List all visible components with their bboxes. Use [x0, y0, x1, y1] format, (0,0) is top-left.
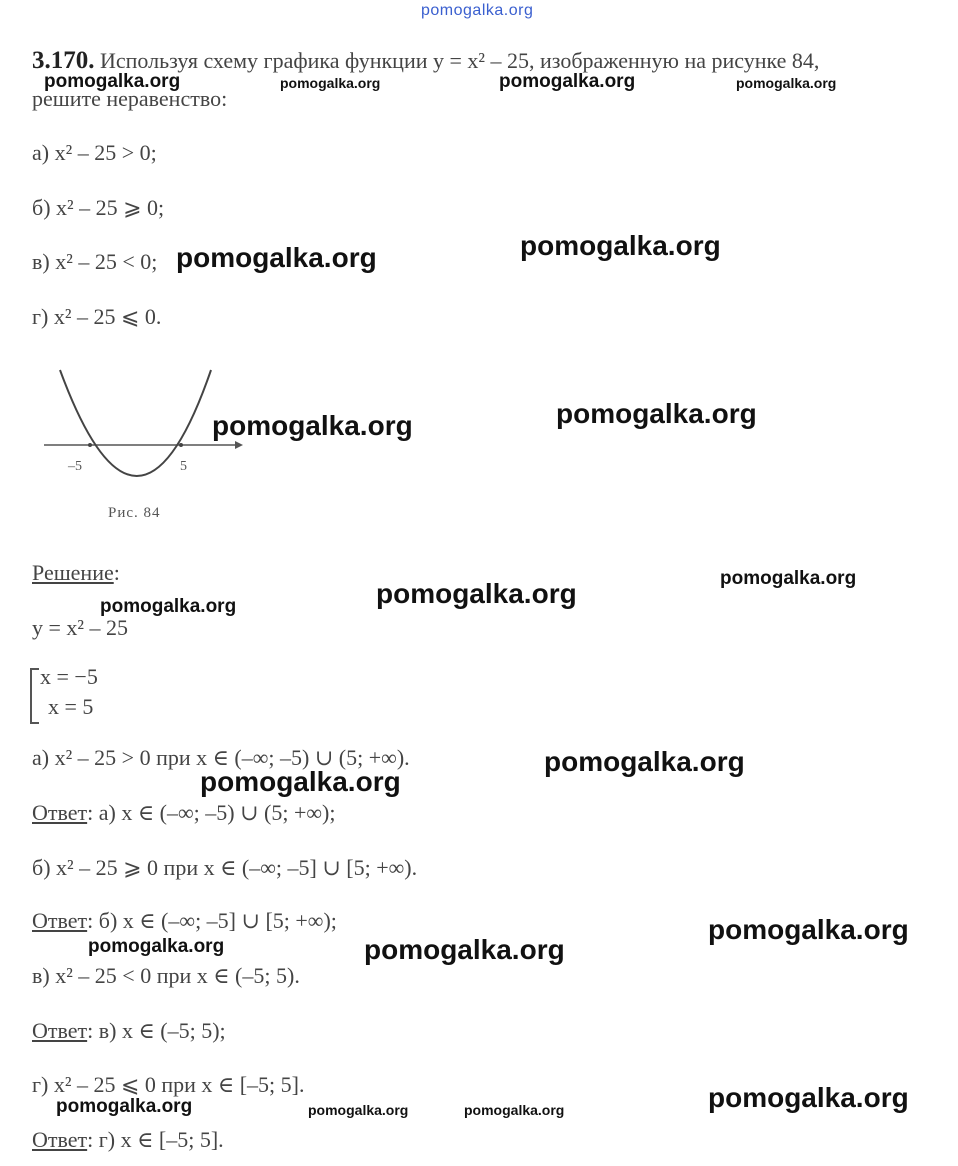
answer-value: : г) x ∈ [–5; 5].	[87, 1127, 224, 1152]
solution-heading-word: Решение	[32, 560, 114, 585]
item-expression: x² – 25 ⩾ 0;	[56, 195, 165, 220]
root-2: x = 5	[48, 694, 94, 719]
watermark: pomogalka.org	[176, 242, 377, 273]
watermark: pomogalka.org	[308, 1102, 409, 1118]
item-expression: x² – 25 > 0;	[54, 140, 157, 165]
watermark: pomogalka.org	[736, 75, 837, 91]
root-1: x = −5	[40, 664, 98, 689]
answer-value: : а) x ∈ (–∞; –5) ∪ (5; +∞);	[87, 800, 336, 825]
answer-word: Ответ	[32, 800, 88, 825]
solution-step-v: в) x² – 25 < 0 при x ∈ (–5; 5).	[32, 963, 300, 988]
top-watermark: pomogalka.org	[421, 2, 534, 19]
item-letter: б)	[32, 195, 51, 220]
problem-text: Используя схему графика функции y = x² – 25, изображенную на рисунке 84,	[100, 48, 820, 73]
answer-value: : б) x ∈ (–∞; –5] ∪ [5; +∞);	[87, 908, 337, 933]
watermark: pomogalka.org	[56, 1096, 193, 1117]
problem-item-a	[32, 140, 157, 166]
watermark: pomogalka.org	[376, 578, 577, 609]
problem-statement-line2: решите неравенство:	[32, 86, 228, 111]
answer-value: : в) x ∈ (–5; 5);	[87, 1018, 226, 1043]
watermark: pomogalka.org	[556, 398, 757, 429]
problem-item-v	[32, 249, 157, 275]
watermark: pomogalka.org	[200, 766, 401, 797]
problem-item-g	[32, 304, 161, 330]
answer-word: Ответ	[32, 908, 88, 933]
item-letter: в)	[32, 249, 50, 274]
tick-label-right: 5	[180, 459, 187, 474]
solution-function: y = x² – 25	[32, 615, 129, 640]
figure-caption: Рис. 84	[108, 505, 161, 521]
solution-step-b: б) x² – 25 ⩾ 0 при x ∈ (–∞; –5] ∪ [5; +∞).	[32, 855, 418, 880]
answer-word: Ответ	[32, 1127, 88, 1152]
watermark: pomogalka.org	[544, 746, 745, 777]
solution-heading-colon: :	[113, 560, 120, 585]
root-point-right	[179, 443, 183, 447]
watermark: pomogalka.org	[464, 1102, 565, 1118]
tick-label-left: –5	[68, 459, 82, 474]
system-bracket	[30, 668, 39, 724]
watermark: pomogalka.org	[100, 596, 237, 617]
item-letter: г)	[32, 304, 49, 329]
watermark: pomogalka.org	[280, 75, 381, 91]
answer-g	[32, 1127, 224, 1153]
item-expression: x² – 25 ⩽ 0.	[53, 304, 162, 329]
watermark: pomogalka.org	[520, 230, 721, 261]
root-point-left	[88, 443, 92, 447]
solution-step-a: а) x² – 25 > 0 при x ∈ (–∞; –5) ∪ (5; +∞).	[32, 745, 410, 770]
answer-v	[32, 1018, 226, 1044]
solution-heading	[32, 560, 120, 586]
watermark: pomogalka.org	[44, 71, 181, 92]
x-axis-arrow	[235, 441, 243, 449]
watermark: pomogalka.org	[364, 934, 565, 965]
watermark: pomogalka.org	[720, 568, 857, 589]
item-expression: x² – 25 < 0;	[55, 249, 158, 274]
problem-item-b	[32, 195, 164, 221]
answer-b	[32, 908, 337, 934]
watermark: pomogalka.org	[499, 71, 636, 92]
item-letter: а)	[32, 140, 50, 165]
parabola-curve	[60, 370, 211, 476]
solution-step-g: г) x² – 25 ⩽ 0 при x ∈ [–5; 5].	[32, 1072, 305, 1097]
watermark: pomogalka.org	[708, 914, 909, 945]
watermark: pomogalka.org	[88, 936, 225, 957]
answer-a	[32, 800, 335, 826]
watermark: pomogalka.org	[708, 1082, 909, 1113]
watermark: pomogalka.org	[212, 410, 413, 441]
answer-word: Ответ	[32, 1018, 88, 1043]
problem-number: 3.170.	[32, 47, 95, 74]
